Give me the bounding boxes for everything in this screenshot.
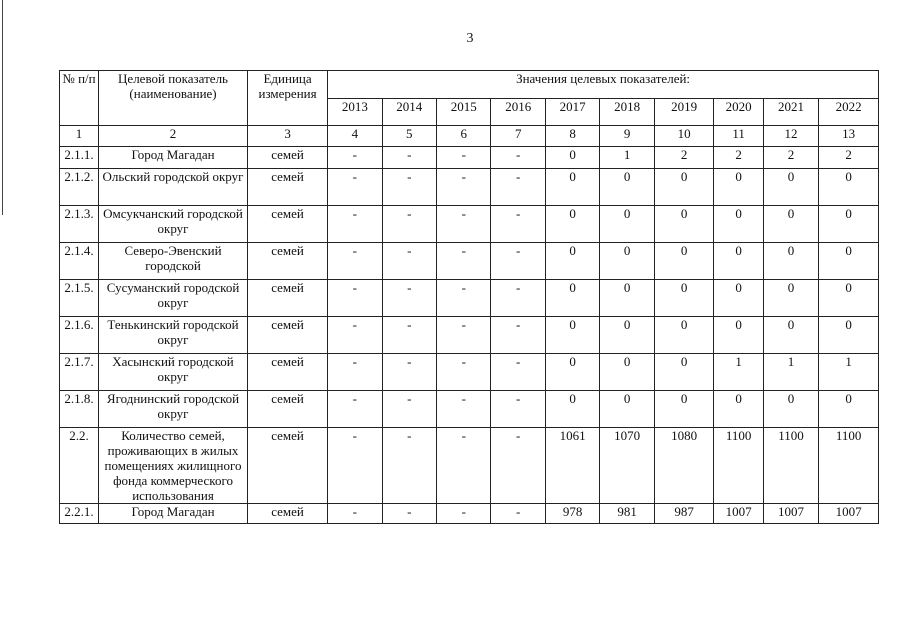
indicator-value: -: [437, 391, 491, 428]
indicator-value: -: [491, 206, 545, 243]
unit-of-measure: семей: [248, 206, 328, 243]
indicator-value: 1100: [763, 428, 818, 504]
indicator-value: 0: [819, 169, 879, 206]
column-number: 12: [763, 126, 818, 147]
indicator-value: 2: [654, 147, 714, 169]
table-row: [60, 169, 879, 206]
row-number: 2.1.6.: [60, 317, 99, 354]
table-row: [60, 428, 879, 504]
indicator-value: 0: [714, 243, 763, 280]
indicator-value: -: [328, 169, 382, 206]
indicator-value: 1007: [763, 504, 818, 524]
indicator-name: Количество семей, проживающих в жилых помещениях жилищного фонда коммерческого использования: [99, 428, 248, 504]
indicator-value: 2: [763, 147, 818, 169]
indicator-value: -: [491, 243, 545, 280]
indicator-name: Ягоднинский городской округ: [99, 391, 248, 428]
indicator-name: Тенькинский городской округ: [99, 317, 248, 354]
indicator-value: 2: [714, 147, 763, 169]
indicator-value: 1100: [819, 428, 879, 504]
header-year: 2022: [819, 99, 879, 126]
indicator-value: -: [328, 317, 382, 354]
column-number: 8: [545, 126, 599, 147]
unit-of-measure: семей: [248, 428, 328, 504]
indicator-value: 0: [763, 206, 818, 243]
column-number: 5: [382, 126, 436, 147]
header-num: № п/п: [60, 71, 99, 126]
column-number: 4: [328, 126, 382, 147]
indicator-value: -: [437, 504, 491, 524]
indicator-value: 0: [654, 391, 714, 428]
indicator-value: -: [437, 206, 491, 243]
header-year: 2015: [437, 99, 491, 126]
indicator-value: 1061: [545, 428, 599, 504]
indicator-value: 0: [763, 317, 818, 354]
indicator-value: 0: [763, 243, 818, 280]
column-number: 13: [819, 126, 879, 147]
indicator-name: Город Магадан: [99, 504, 248, 524]
indicator-value: -: [437, 428, 491, 504]
indicator-value: 981: [600, 504, 654, 524]
header-year: 2014: [382, 99, 436, 126]
indicator-value: -: [382, 317, 436, 354]
indicator-value: -: [328, 243, 382, 280]
unit-of-measure: семей: [248, 147, 328, 169]
indicator-name: Сусуманский городской округ: [99, 280, 248, 317]
indicator-value: 0: [714, 391, 763, 428]
row-number: 2.1.5.: [60, 280, 99, 317]
indicator-value: -: [328, 504, 382, 524]
header-year: 2019: [654, 99, 714, 126]
row-number: 2.1.3.: [60, 206, 99, 243]
indicator-value: 0: [714, 317, 763, 354]
indicator-value: 0: [819, 280, 879, 317]
indicator-value: 0: [654, 169, 714, 206]
unit-of-measure: семей: [248, 280, 328, 317]
indicator-value: 0: [654, 354, 714, 391]
indicator-value: 1080: [654, 428, 714, 504]
indicator-value: 1: [600, 147, 654, 169]
indicator-value: -: [491, 317, 545, 354]
indicator-value: 0: [600, 206, 654, 243]
indicator-name: Северо-Эвенский городской: [99, 243, 248, 280]
indicator-value: 0: [600, 391, 654, 428]
indicator-value: -: [491, 504, 545, 524]
indicator-value: 0: [545, 280, 599, 317]
indicator-value: 0: [600, 317, 654, 354]
indicator-name: Омсукчанский городской округ: [99, 206, 248, 243]
unit-of-measure: семей: [248, 317, 328, 354]
indicator-value: -: [437, 317, 491, 354]
table-row: [60, 354, 879, 391]
unit-of-measure: семей: [248, 391, 328, 428]
indicator-value: -: [382, 280, 436, 317]
indicator-value: 0: [545, 243, 599, 280]
indicator-value: -: [491, 354, 545, 391]
unit-of-measure: семей: [248, 504, 328, 524]
indicator-value: 0: [545, 354, 599, 391]
header-indicator: Целевой показатель (наименование): [99, 71, 248, 126]
indicator-value: -: [328, 206, 382, 243]
indicator-value: -: [382, 504, 436, 524]
indicator-value: 0: [819, 206, 879, 243]
indicator-value: 1100: [714, 428, 763, 504]
indicator-value: -: [491, 428, 545, 504]
indicator-value: 1007: [714, 504, 763, 524]
indicator-value: 0: [545, 169, 599, 206]
column-number: 6: [437, 126, 491, 147]
indicator-value: -: [382, 169, 436, 206]
indicator-value: 0: [763, 280, 818, 317]
indicator-value: 2: [819, 147, 879, 169]
indicator-value: 0: [714, 169, 763, 206]
table-row: [60, 243, 879, 280]
header-unit: Единица измерения: [248, 71, 328, 126]
indicator-value: 0: [714, 206, 763, 243]
indicator-value: 0: [600, 280, 654, 317]
row-number: 2.1.1.: [60, 147, 99, 169]
indicator-value: -: [437, 243, 491, 280]
indicator-value: 0: [545, 317, 599, 354]
indicator-value: 0: [819, 391, 879, 428]
header-year: 2021: [763, 99, 818, 126]
table-row: [60, 391, 879, 428]
header-year: 2018: [600, 99, 654, 126]
unit-of-measure: семей: [248, 243, 328, 280]
table-row: [60, 504, 879, 524]
indicator-value: -: [382, 147, 436, 169]
indicator-name: Ольский городской округ: [99, 169, 248, 206]
indicator-value: 0: [819, 243, 879, 280]
target-indicators-table: [59, 70, 879, 524]
table-row: [60, 147, 879, 169]
indicator-value: 1: [763, 354, 818, 391]
indicator-value: 0: [654, 317, 714, 354]
indicator-value: -: [328, 391, 382, 428]
column-number: 1: [60, 126, 99, 147]
indicator-value: -: [382, 428, 436, 504]
unit-of-measure: семей: [248, 169, 328, 206]
column-number: 9: [600, 126, 654, 147]
page-number: 3: [466, 31, 474, 46]
indicator-value: 0: [763, 391, 818, 428]
column-number: 10: [654, 126, 714, 147]
indicator-value: 1: [714, 354, 763, 391]
indicator-value: -: [437, 354, 491, 391]
indicator-value: 0: [714, 280, 763, 317]
indicator-value: -: [491, 169, 545, 206]
header-year: 2020: [714, 99, 763, 126]
indicator-name: Хасынский городской округ: [99, 354, 248, 391]
indicator-value: -: [328, 280, 382, 317]
table-row: [60, 206, 879, 243]
indicator-value: -: [328, 147, 382, 169]
indicator-value: -: [437, 147, 491, 169]
indicator-value: -: [328, 354, 382, 391]
column-number: 7: [491, 126, 545, 147]
column-number: 3: [248, 126, 328, 147]
indicator-value: -: [437, 280, 491, 317]
indicator-value: 0: [600, 243, 654, 280]
indicator-value: -: [328, 428, 382, 504]
indicator-value: 0: [819, 317, 879, 354]
indicator-value: 1070: [600, 428, 654, 504]
indicator-value: 0: [763, 169, 818, 206]
indicator-value: 978: [545, 504, 599, 524]
indicator-value: 0: [600, 169, 654, 206]
indicator-value: 1: [819, 354, 879, 391]
column-number: 2: [99, 126, 248, 147]
column-number: 11: [714, 126, 763, 147]
table-row: [60, 280, 879, 317]
indicator-value: 1007: [819, 504, 879, 524]
column-numbers-row: [60, 126, 879, 147]
indicator-name: Город Магадан: [99, 147, 248, 169]
indicator-value: 987: [654, 504, 714, 524]
indicator-value: -: [382, 354, 436, 391]
indicator-value: 0: [654, 280, 714, 317]
indicator-value: -: [382, 243, 436, 280]
indicator-value: -: [491, 391, 545, 428]
header-year: 2016: [491, 99, 545, 126]
indicator-value: -: [382, 391, 436, 428]
row-number: 2.2.1.: [60, 504, 99, 524]
indicator-value: -: [491, 280, 545, 317]
indicator-value: -: [382, 206, 436, 243]
row-number: 2.1.2.: [60, 169, 99, 206]
indicator-value: 0: [545, 391, 599, 428]
indicator-value: 0: [545, 206, 599, 243]
header-year: 2013: [328, 99, 382, 126]
indicator-value: 0: [654, 206, 714, 243]
indicator-value: -: [491, 147, 545, 169]
table-row: [60, 317, 879, 354]
row-number: 2.1.4.: [60, 243, 99, 280]
row-number: 2.1.7.: [60, 354, 99, 391]
indicator-value: 0: [654, 243, 714, 280]
header-values: Значения целевых показателей:: [328, 71, 879, 99]
indicator-value: -: [437, 169, 491, 206]
indicator-value: 0: [545, 147, 599, 169]
row-number: 2.2.: [60, 428, 99, 504]
indicator-value: 0: [600, 354, 654, 391]
header-year: 2017: [545, 99, 599, 126]
unit-of-measure: семей: [248, 354, 328, 391]
row-number: 2.1.8.: [60, 391, 99, 428]
